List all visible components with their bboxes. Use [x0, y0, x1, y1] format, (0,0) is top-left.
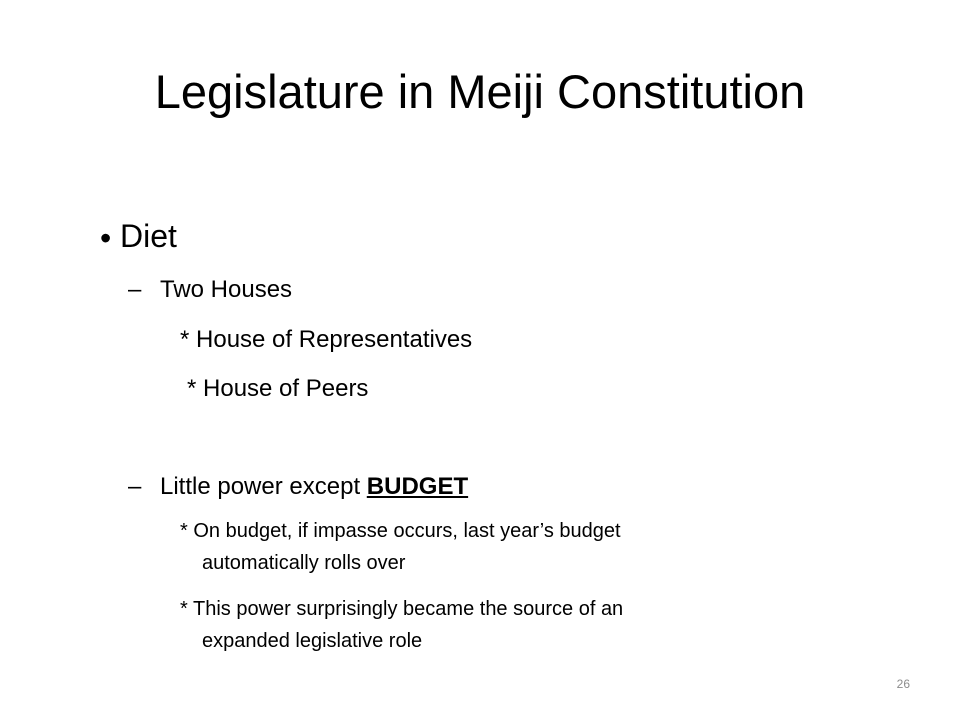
bullet-icon: •	[100, 220, 112, 256]
budget-note-line: expanded legislative role	[202, 630, 423, 652]
budget-note-line: * This power surprisingly became the source of an	[180, 598, 624, 620]
subbullet-two-houses: Two Houses	[160, 276, 293, 303]
dash-icon: –	[128, 276, 142, 303]
bullet-diet: Diet	[120, 218, 177, 254]
dash-icon: –	[128, 473, 142, 500]
budget-note-line: * On budget, if impasse occurs, last year’s budget	[180, 520, 621, 542]
budget-emphasis: BUDGET	[366, 473, 469, 500]
subbullet-little-power	[160, 472, 468, 502]
little-power-text: Little power except	[160, 473, 367, 500]
page-number: 26	[896, 677, 910, 691]
house-item: * House of Representatives	[180, 326, 473, 353]
house-item: * House of Peers	[187, 375, 369, 402]
slide-title: Legislature in Meiji Constitution	[154, 65, 806, 118]
budget-note-line: automatically rolls over	[202, 552, 406, 574]
